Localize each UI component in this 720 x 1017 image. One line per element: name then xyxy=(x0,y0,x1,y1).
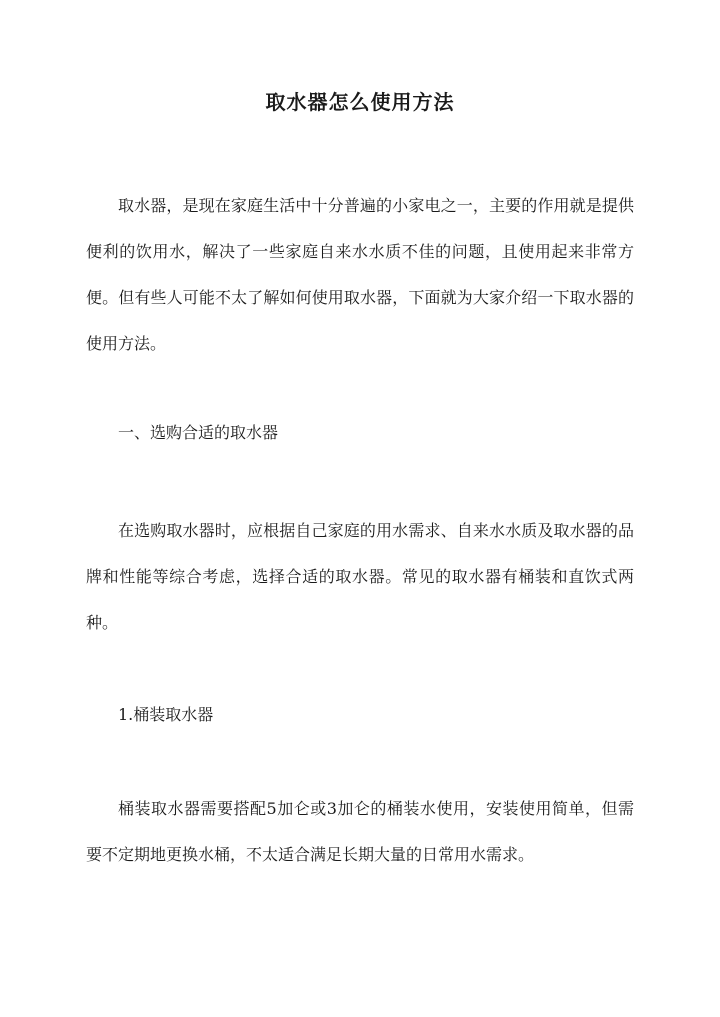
document-title: 取水器怎么使用方法 xyxy=(265,90,455,114)
bucket-paragraph: 桶装取水器需要搭配5加仑或3加仑的桶装水使用，安装使用简单，但需要不定期地更换水桶，不太适合满足长期大量的日常用水需求。 xyxy=(86,799,634,864)
section-heading-bucket: 1.桶装取水器 xyxy=(118,705,214,724)
choose-paragraph: 在选购取水器时，应根据自己家庭的用水需求、自来水水质及取水器的品牌和性能等综合考虑，选择合适的取水器。常见的取水器有桶装和直饮式两种。 xyxy=(86,521,634,632)
intro-paragraph: 取水器，是现在家庭生活中十分普遍的小家电之一，主要的作用就是提供便利的饮用水，解决了一些家庭自来水水质不佳的问题，且使用起来非常方便。但有些人可能不太了解如何使用取水器，下面就为大家介绍一下取水器的使用方法。 xyxy=(86,196,634,353)
section-heading-choose: 一、选购合适的取水器 xyxy=(118,423,279,442)
